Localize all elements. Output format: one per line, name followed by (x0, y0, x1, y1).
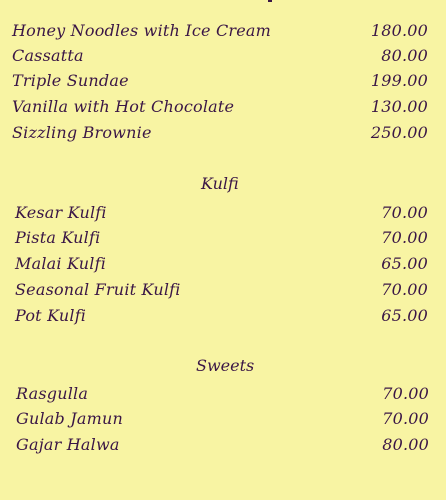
item-price: 180.00 (370, 20, 428, 40)
menu-item (15, 277, 428, 301)
item-name: Triple Sundae (12, 70, 129, 90)
menu-item (15, 251, 428, 275)
menu-item (12, 18, 428, 42)
item-price: 70.00 (381, 279, 428, 299)
menu-item (15, 225, 428, 249)
item-name: Pot Kulfi (15, 305, 87, 325)
menu-item (12, 94, 428, 118)
item-name: Malai Kulfi (15, 253, 107, 273)
item-price: 70.00 (381, 202, 428, 222)
item-price: 65.00 (381, 305, 428, 325)
item-price: 70.00 (382, 408, 429, 428)
section-heading: Kulfi (201, 174, 239, 193)
item-name: Honey Noodles with Ice Cream (12, 20, 272, 40)
item-price: 199.00 (370, 70, 428, 90)
top-edge-mark (268, 0, 272, 2)
item-price: 80.00 (382, 434, 429, 454)
item-price: 80.00 (381, 45, 428, 65)
item-name: Gulab Jamun (16, 408, 124, 428)
item-name: Vanilla with Hot Chocolate (12, 96, 235, 116)
item-price: 130.00 (370, 96, 428, 116)
menu-item (16, 432, 429, 456)
item-name: Gajar Halwa (16, 434, 120, 454)
menu-item (15, 200, 428, 224)
menu-item (15, 303, 428, 327)
menu-item (12, 120, 428, 144)
menu-item (12, 68, 428, 92)
item-name: Kesar Kulfi (15, 202, 107, 222)
menu-item (16, 381, 429, 405)
item-name: Cassatta (12, 45, 84, 65)
item-name: Seasonal Fruit Kulfi (15, 279, 181, 299)
item-name: Rasgulla (16, 383, 89, 403)
menu-item (16, 406, 429, 430)
item-price: 65.00 (381, 253, 428, 273)
item-price: 70.00 (381, 227, 428, 247)
menu-item (12, 43, 428, 67)
item-price: 70.00 (382, 383, 429, 403)
item-name: Sizzling Brownie (12, 122, 152, 142)
item-price: 250.00 (370, 122, 428, 142)
item-name: Pista Kulfi (15, 227, 101, 247)
section-heading: Sweets (196, 356, 255, 375)
